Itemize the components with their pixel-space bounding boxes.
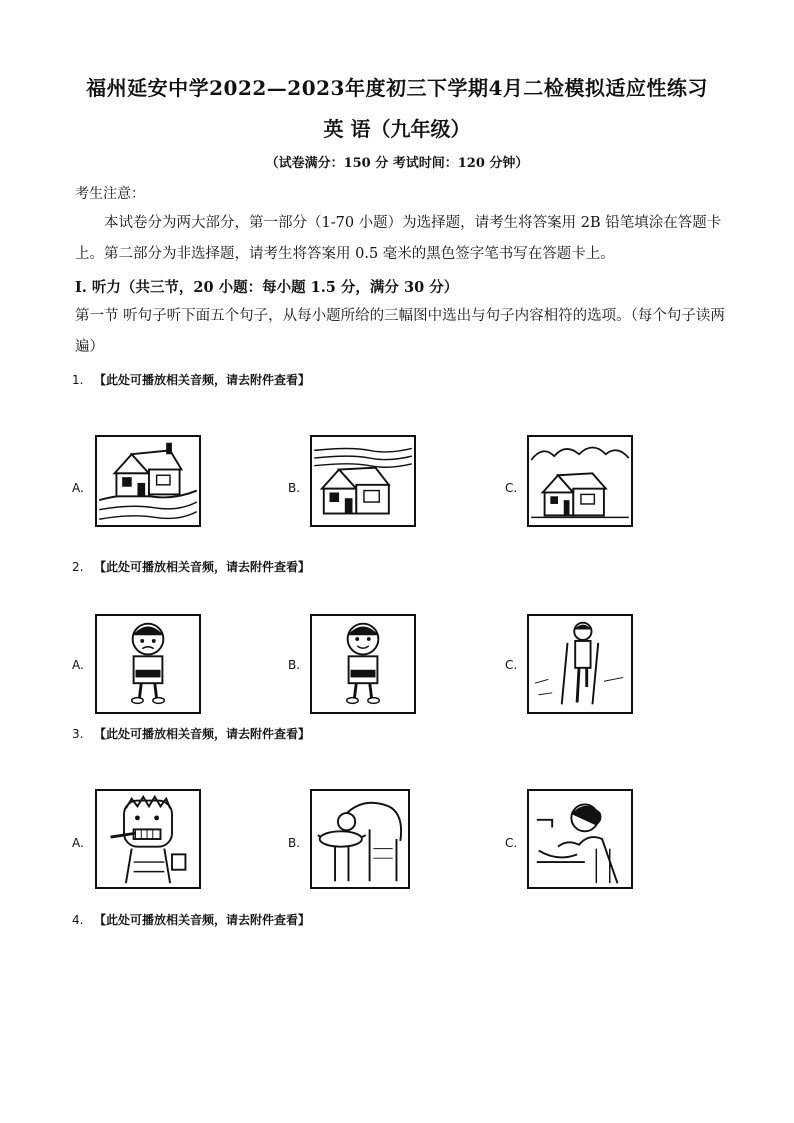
question-number: 1. bbox=[72, 373, 84, 387]
option-label: C. bbox=[505, 836, 518, 850]
option-label: B. bbox=[288, 658, 301, 672]
option-label: B. bbox=[288, 481, 301, 495]
question-number: 3. bbox=[72, 727, 84, 741]
listening-heading: Ⅰ. 听力（共三节，20 小题：每小题 1.5 分，满分 30 分） bbox=[75, 279, 459, 296]
notice-text: 本试卷分为两大部分，第一部分（1-70 小题）为选择题，请考生将答案用 2B 铅笔填涂在答题卡上。第二部分为非选择题，请考生将答案用 0.5 毫米的黑色签字笔书写在答题卡上。 bbox=[75, 215, 722, 262]
exam-subject: 英 语（九年级） bbox=[323, 117, 471, 141]
audio-note: 【此处可播放相关音频，请去附件查看】 bbox=[94, 560, 311, 574]
option-label: A. bbox=[72, 836, 84, 850]
boy-brushing-teeth-picture bbox=[95, 789, 201, 889]
person-on-crutches-picture bbox=[527, 614, 633, 714]
house-on-island-picture bbox=[310, 435, 416, 527]
person-washing-hands-picture bbox=[527, 789, 633, 889]
notice-label: 考生注意： bbox=[75, 186, 145, 202]
option-label: A. bbox=[72, 481, 84, 495]
exam-title: 福州延安中学2022—2023年度初三下学期4月二检模拟适应性练习 bbox=[86, 76, 708, 100]
option-label: C. bbox=[505, 658, 518, 672]
question-number: 4. bbox=[72, 913, 84, 927]
question-3 bbox=[72, 725, 310, 742]
option-label: A. bbox=[72, 658, 84, 672]
audio-note: 【此处可播放相关音频，请去附件查看】 bbox=[94, 727, 311, 741]
boy-sad-picture bbox=[95, 614, 201, 714]
audio-note: 【此处可播放相关音频，请去附件查看】 bbox=[94, 913, 311, 927]
option-label: B. bbox=[288, 836, 301, 850]
house-by-river-picture bbox=[95, 435, 201, 527]
exam-meta: （试卷满分：150 分 考试时间：120 分钟） bbox=[265, 156, 529, 171]
question-number: 2. bbox=[72, 560, 84, 574]
audio-note: 【此处可播放相关音频，请去附件查看】 bbox=[94, 373, 311, 387]
person-washing-face-picture bbox=[310, 789, 410, 889]
listening-section1-instructions: 第一节 听句子听下面五个句子，从每小题所给的三幅图中选出与句子内容相符的选项。（每个句子读两遍） bbox=[75, 308, 725, 355]
option-label: C. bbox=[505, 481, 518, 495]
question-4 bbox=[72, 911, 310, 928]
house-by-mountains-picture bbox=[527, 435, 633, 527]
question-2 bbox=[72, 558, 310, 575]
question-1 bbox=[72, 371, 310, 388]
boy-smiling-picture bbox=[310, 614, 416, 714]
